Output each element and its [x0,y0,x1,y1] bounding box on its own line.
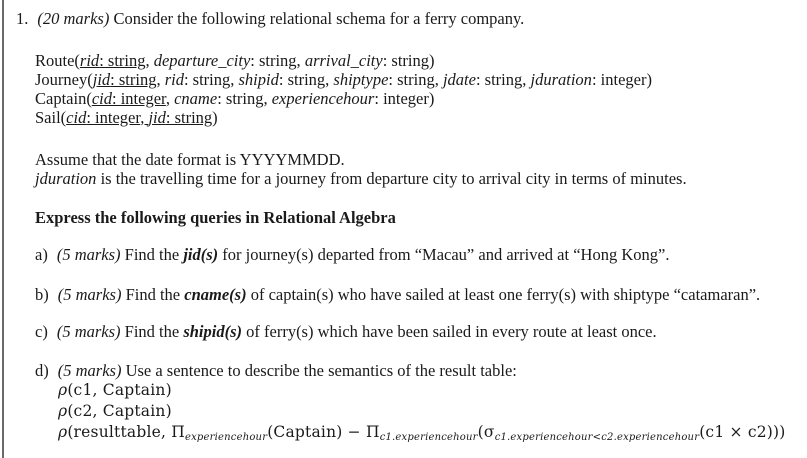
separator: ) [212,108,218,127]
schema-route [35,51,652,70]
part-a [35,245,669,265]
primary-key [93,70,157,89]
attribute-type: : string, [217,89,272,108]
part-text: for journey(s) departed from “Macau” and arrived at “Hong Kong”. [218,245,670,264]
attribute-type: : integer [112,89,166,108]
math-text: (c1 × c2))) [699,423,786,441]
schema-captain [35,89,652,108]
primary-key [80,51,146,70]
attribute: jduration [530,70,592,89]
attribute: arrival_city [304,51,383,70]
part-label: a) [35,245,48,264]
schema-block [35,51,652,127]
attribute-type: : string, [475,70,531,89]
math-text: (resulttable, Π [67,423,185,441]
instruction-heading: Express the following queries in Relational Algebra [35,208,396,227]
question-text: Consider the following relational schema for a ferry company. [113,9,525,28]
attribute-type: : integer) [591,70,652,89]
relation-name: Route( [35,51,80,70]
part-text: Find the [124,245,184,264]
attribute: rid [79,51,100,70]
part-b [35,285,760,305]
rename-c2-expression [58,402,172,420]
attribute-type: : string, [388,70,443,89]
separator: , [165,89,175,108]
attribute-type: : string, [250,51,305,70]
attribute-type: : string [165,108,213,127]
part-label: b) [35,285,49,304]
part-label: d) [35,361,49,380]
projection-subscript: c1.experiencehour [379,432,478,443]
part-text: of ferry(s) which have been sailed in every route at least once. [242,322,657,341]
resulttable-expression [58,423,786,443]
part-target: shipid(s) [183,322,243,341]
attribute-type: : string [110,70,157,89]
relation-name: Captain( [35,89,92,108]
attribute: cid [91,89,112,108]
attribute: shiptype [333,70,389,89]
projection-subscript: experiencehour [184,432,268,443]
part-target: cname(s) [184,285,247,304]
schema-sail [35,108,652,127]
math-text: (Captain) − Π [267,423,380,441]
primary-key [66,108,212,127]
assume-date-format: Assume that the date format is YYYYMMDD. [35,150,345,169]
separator: , [140,108,149,127]
selection-subscript: c1.experiencehour<c2.experiencehour [494,432,700,443]
part-d [35,361,517,381]
attribute: shipid [238,70,279,89]
attribute: departure_city [153,51,251,70]
question-marks: (20 marks) [37,9,110,28]
question-header [16,9,524,29]
attribute-type: : integer) [374,89,435,108]
attribute: experiencehour [271,89,375,108]
rename-c1-expression [58,381,172,399]
separator: , [156,70,165,89]
jduration-text: is the travelling time for a journey from departure city to arrival city in terms of minutes. [96,169,687,188]
attribute-type: : string, [278,70,334,89]
jduration-term: jduration [35,169,97,188]
math-args: (c1, Captain) [67,381,172,399]
question-number: 1. [16,9,29,28]
attribute: jid [148,108,166,127]
margin-rule [2,0,4,458]
attribute: cid [66,108,87,127]
part-marks: (5 marks) [56,245,121,264]
math-args: (c2, Captain) [67,402,172,420]
attribute-type: : integer [86,108,141,127]
part-marks: (5 marks) [56,322,121,341]
attribute: rid [164,70,184,89]
attribute-type: : string, [183,70,239,89]
relation-name: Journey( [35,70,93,89]
part-text: of captain(s) who have sailed at least one ferry(s) with shiptype “catamaran”. [246,285,761,304]
part-c [35,322,657,342]
rho-symbol: ρ [58,402,68,420]
part-marks: (5 marks) [57,361,122,380]
part-text: Find the [125,285,185,304]
attribute-type: : string) [382,51,435,70]
part-text: Use a sentence to describe the semantics of the result table: [125,361,517,380]
separator: , [145,51,154,70]
part-marks: (5 marks) [57,285,122,304]
attribute: jid [92,70,111,89]
rho-symbol: ρ [58,381,68,399]
attribute: cname [174,89,218,108]
attribute-type: : string [99,51,146,70]
schema-journey [35,70,652,89]
part-label: c) [35,322,48,341]
relation-name: Sail( [35,108,67,127]
primary-key [92,89,166,108]
math-text: (σ [477,423,495,441]
attribute: jdate [442,70,476,89]
jduration-note [35,169,687,189]
part-target: jid(s) [183,245,219,264]
part-text: Find the [124,322,184,341]
rho-symbol: ρ [58,423,68,441]
